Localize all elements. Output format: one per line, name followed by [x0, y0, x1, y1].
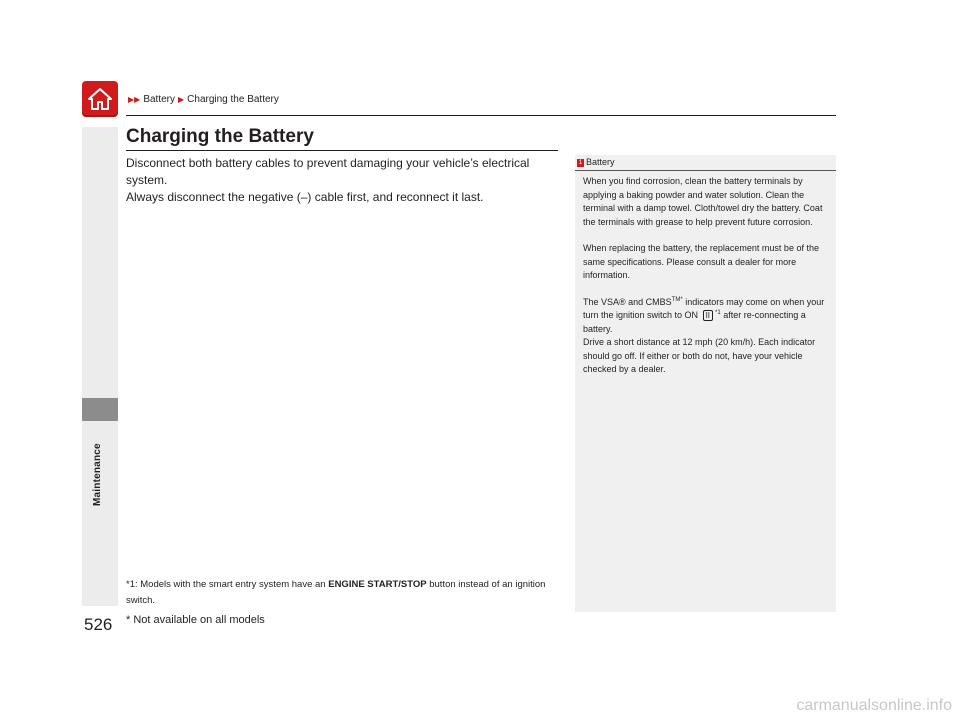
sidebar-body — [583, 175, 831, 390]
side-strip — [82, 127, 118, 398]
body-text — [126, 155, 566, 206]
sidebar-heading-text: Battery — [586, 157, 615, 167]
footnote-text: button instead of an ignition switch. — [126, 579, 546, 606]
footnote-bold-term: ENGINE START/STOP — [328, 579, 427, 590]
sidebar-text: after re-connecting a battery. — [583, 310, 806, 334]
body-paragraph: Always disconnect the negative (–) cable first, and reconnect it last. — [126, 190, 484, 204]
breadcrumb-item-battery[interactable]: Battery — [143, 94, 175, 105]
body-paragraph: Disconnect both battery cables to prevent damaging your vehicle’s electrical system. — [126, 156, 530, 187]
sidebar-heading — [575, 155, 836, 171]
footnote-text: *1: Models with the smart entry system have an — [126, 579, 329, 590]
asterisk-mark: * — [680, 296, 683, 303]
sidebar-note — [575, 155, 836, 612]
breadcrumb-item-charging[interactable]: Charging the Battery — [187, 94, 279, 105]
reference-marker-icon: 1 — [578, 160, 583, 166]
availability-note: * Not available on all models — [126, 614, 265, 626]
sidebar-text: indicators may come on when your turn the ignition switch to ON — [583, 296, 825, 320]
page-title: Charging the Battery — [126, 126, 314, 147]
page-number: 526 — [84, 615, 113, 634]
trademark-mark: TM — [671, 296, 681, 303]
title-divider — [126, 150, 558, 151]
side-tab-marker — [82, 398, 118, 421]
breadcrumb-arrow-icon: ▶▶ — [128, 95, 141, 104]
sidebar-paragraph: Drive a short distance at 12 mph (20 km/h). Each indicator should go off. If either or both do not, have your vehicle checked by a dealer. — [583, 337, 816, 374]
sidebar-paragraph — [583, 296, 831, 337]
home-button[interactable] — [82, 81, 118, 117]
watermark: carmanualsonline.info — [796, 697, 952, 714]
sidebar-text: The VSA® and CMBS — [583, 296, 672, 307]
header-divider — [126, 115, 836, 116]
footnote-ref[interactable]: *1 — [715, 310, 721, 316]
home-icon — [87, 87, 113, 111]
sidebar-paragraph: When you find corrosion, clean the battery terminals by applying a baking powder and water solution. Clean the terminal with a damp towel. Cloth/towel dry the battery. Coat the terminals with grease to help prevent future corrosion. — [583, 176, 823, 227]
breadcrumb-arrow-icon: ▶ — [178, 95, 185, 104]
ignition-position-key: II — [703, 310, 713, 321]
breadcrumb — [128, 94, 279, 105]
chapter-tab-label[interactable]: Maintenance — [92, 443, 103, 506]
sidebar-paragraph: When replacing the battery, the replacement must be of the same specifications. Please consult a dealer for more information. — [583, 243, 819, 280]
footnote — [126, 577, 566, 609]
